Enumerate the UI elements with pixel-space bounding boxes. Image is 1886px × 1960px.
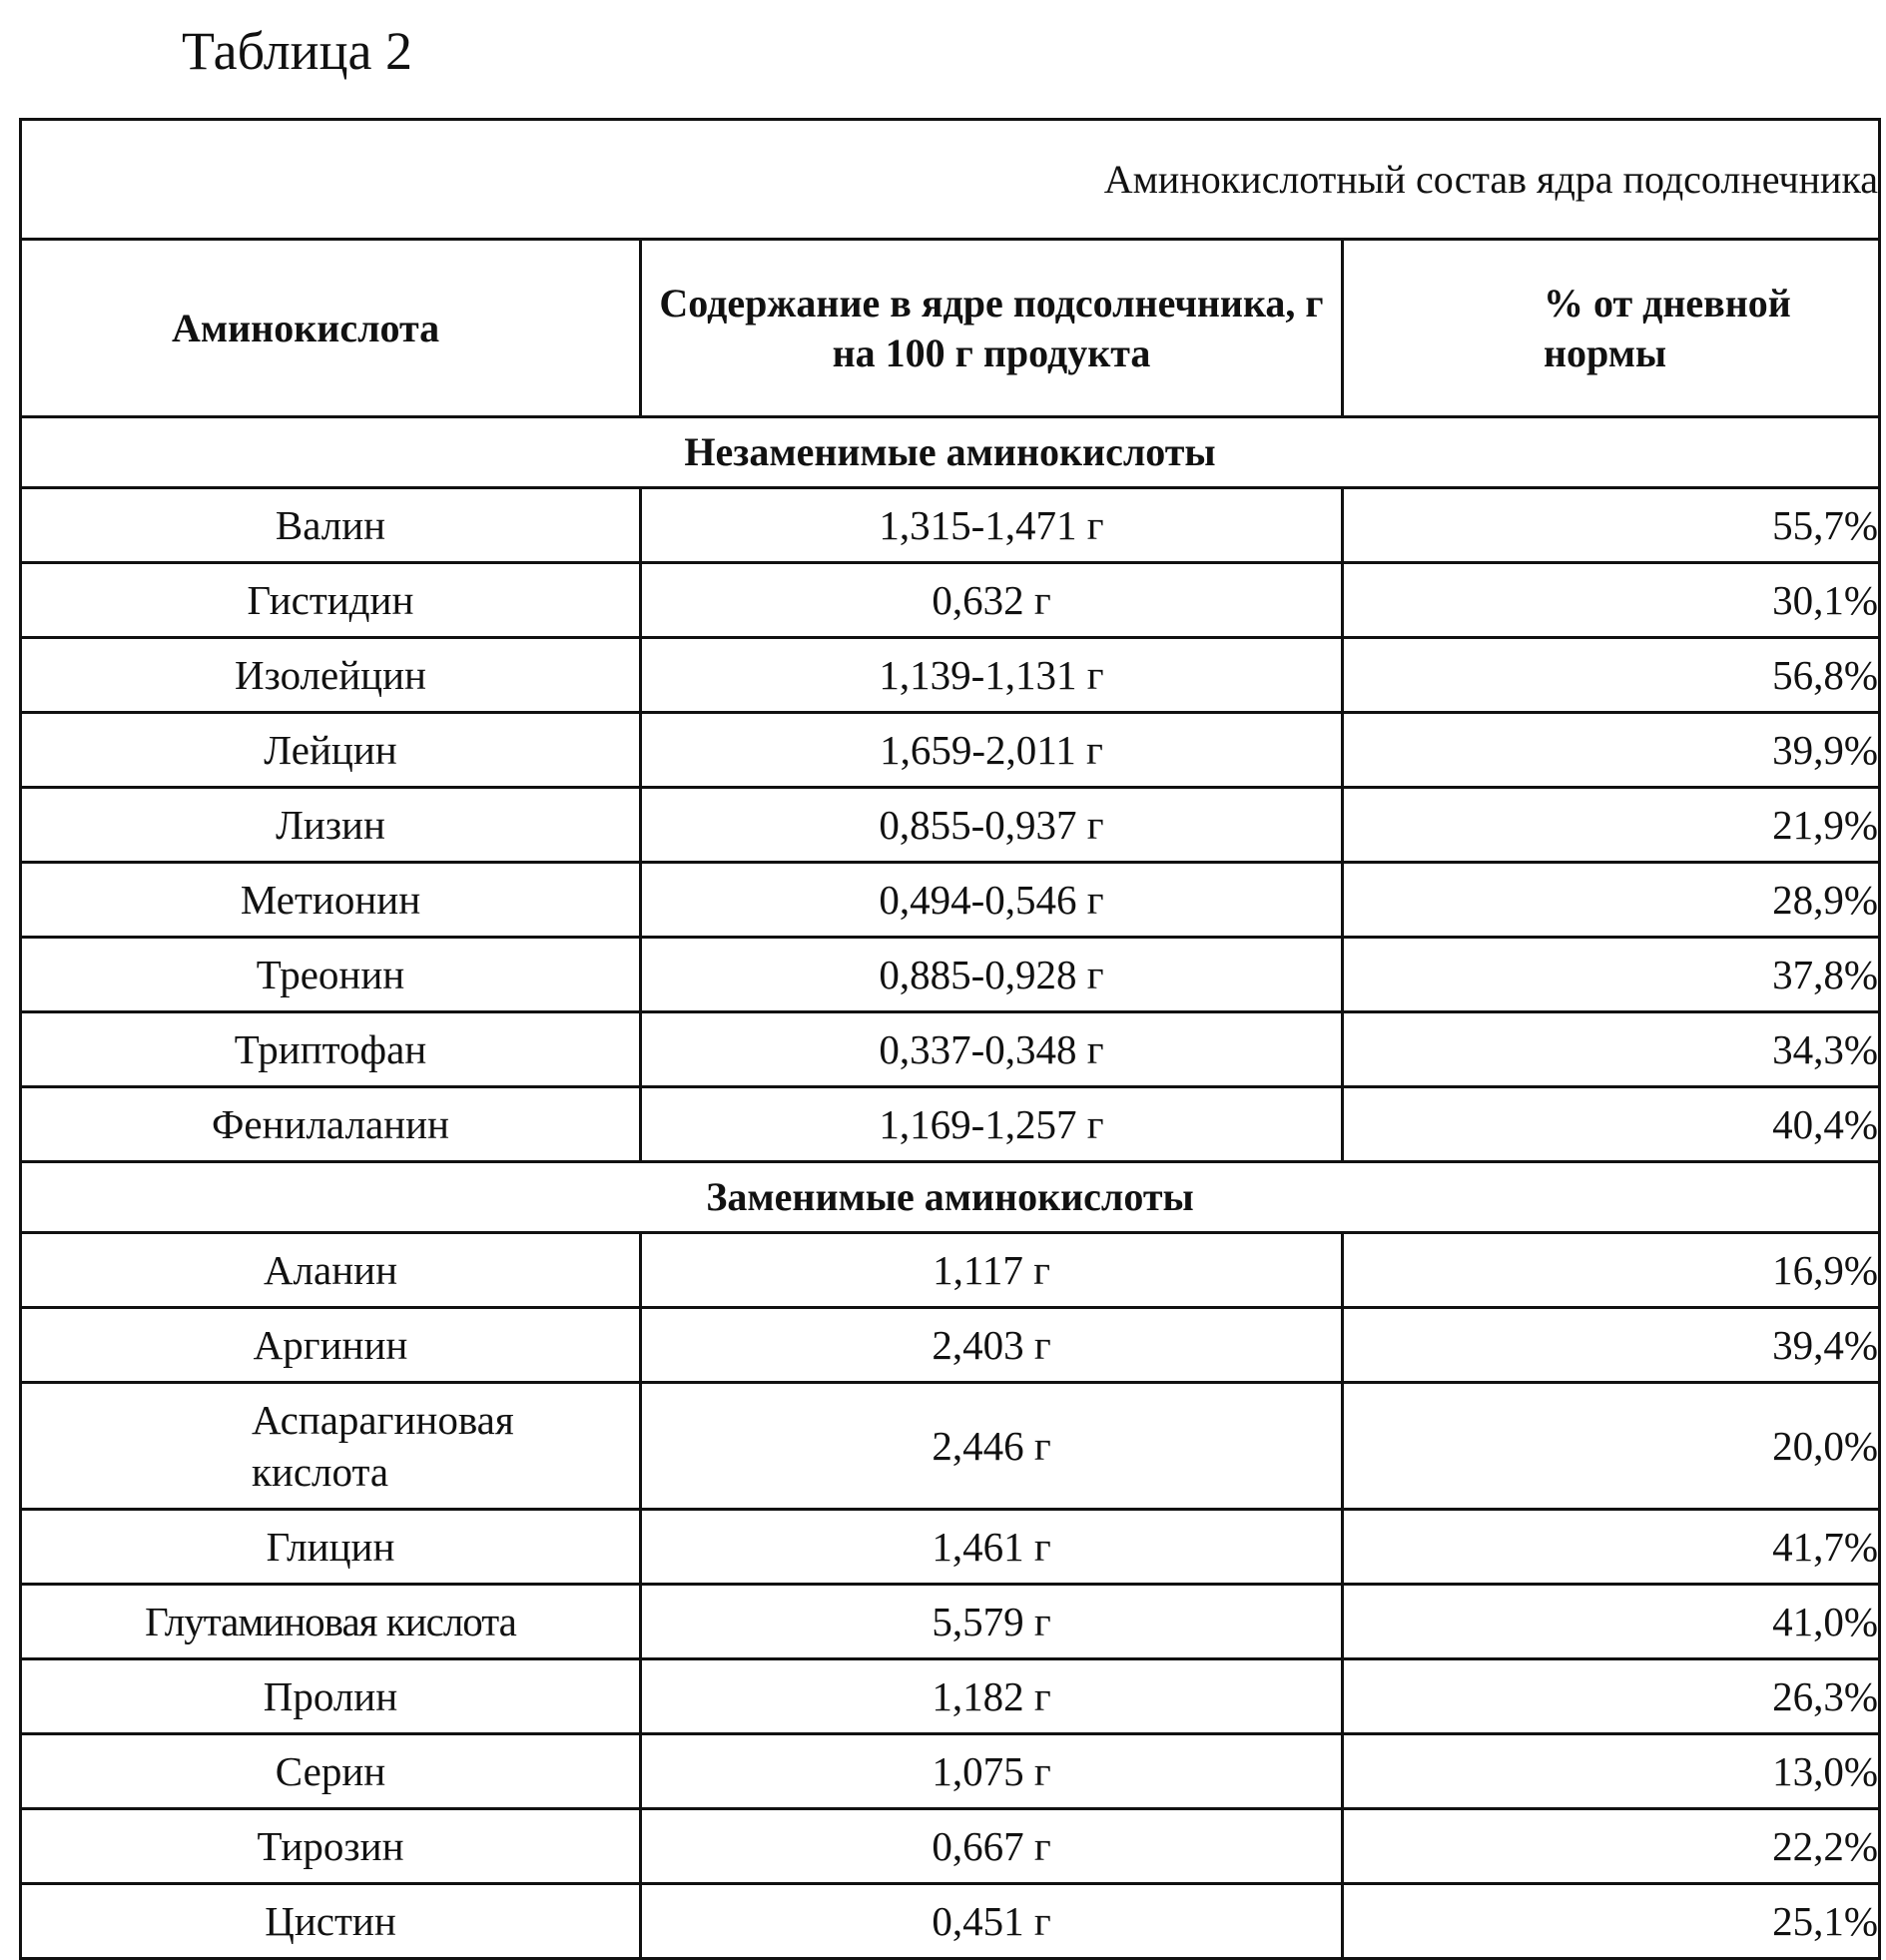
- amino-percent: 16,9%: [1343, 1233, 1880, 1308]
- amino-name: Глутаминовая кислота: [21, 1585, 641, 1659]
- amino-content: 0,337-0,348 г: [641, 1012, 1343, 1087]
- amino-name: Лейцин: [21, 713, 641, 788]
- amino-content: 0,667 г: [641, 1809, 1343, 1884]
- amino-content: 0,885-0,928 г: [641, 938, 1343, 1012]
- amino-name: Цистин: [21, 1884, 641, 1959]
- amino-percent: 39,4%: [1343, 1308, 1880, 1383]
- amino-percent: 41,7%: [1343, 1510, 1880, 1585]
- group-header-essential: [21, 417, 1880, 488]
- table-row: [21, 1308, 1880, 1383]
- amino-name: Валин: [21, 488, 641, 563]
- amino-name: Метионин: [21, 863, 641, 938]
- amino-content: 1,139-1,131 г: [641, 638, 1343, 713]
- table-row: [21, 1809, 1880, 1884]
- table-row: [21, 938, 1880, 1012]
- page-title: Таблица 2: [182, 21, 412, 81]
- amino-name: Пролин: [21, 1659, 641, 1734]
- amino-name: Гистидин: [21, 563, 641, 638]
- amino-percent: 40,4%: [1343, 1087, 1880, 1162]
- table-row: [21, 563, 1880, 638]
- amino-name: Тирозин: [21, 1809, 641, 1884]
- header-daily-percent: % от дневной нормы: [1343, 240, 1880, 417]
- amino-content: 1,075 г: [641, 1734, 1343, 1809]
- amino-content: 2,446 г: [641, 1383, 1343, 1510]
- amino-content: 0,451 г: [641, 1884, 1343, 1959]
- table-row: [21, 1585, 1880, 1659]
- caption-row: [21, 120, 1880, 240]
- amino-content: 1,315-1,471 г: [641, 488, 1343, 563]
- amino-content: 0,494-0,546 г: [641, 863, 1343, 938]
- table-row: [21, 1012, 1880, 1087]
- table-row: [21, 1734, 1880, 1809]
- amino-content: 1,461 г: [641, 1510, 1343, 1585]
- amino-percent: 37,8%: [1343, 938, 1880, 1012]
- amino-content: 1,169-1,257 г: [641, 1087, 1343, 1162]
- table-row: [21, 713, 1880, 788]
- amino-content: 1,659-2,011 г: [641, 713, 1343, 788]
- amino-name: Изолейцин: [21, 638, 641, 713]
- amino-name: Аргинин: [21, 1308, 641, 1383]
- table-row: [21, 1233, 1880, 1308]
- amino-percent: 41,0%: [1343, 1585, 1880, 1659]
- amino-percent: 28,9%: [1343, 863, 1880, 938]
- amino-content: 0,632 г: [641, 563, 1343, 638]
- header-amino-acid: Аминокислота: [21, 240, 641, 417]
- table-row: [21, 1383, 1880, 1510]
- amino-content: 1,117 г: [641, 1233, 1343, 1308]
- amino-name: Глицин: [21, 1510, 641, 1585]
- amino-content: 0,855-0,937 г: [641, 788, 1343, 863]
- amino-percent: 34,3%: [1343, 1012, 1880, 1087]
- amino-percent: 22,2%: [1343, 1809, 1880, 1884]
- header-row: [21, 240, 1880, 417]
- amino-percent: 56,8%: [1343, 638, 1880, 713]
- amino-percent: 26,3%: [1343, 1659, 1880, 1734]
- table-row: [21, 863, 1880, 938]
- amino-acid-table: [19, 118, 1881, 1960]
- amino-name: Аланин: [21, 1233, 641, 1308]
- amino-name: Треонин: [21, 938, 641, 1012]
- table-row: [21, 638, 1880, 713]
- amino-percent: 55,7%: [1343, 488, 1880, 563]
- amino-percent: 20,0%: [1343, 1383, 1880, 1510]
- amino-content: 5,579 г: [641, 1585, 1343, 1659]
- amino-name: Аспарагиновая кислота: [21, 1383, 641, 1510]
- table-row: [21, 488, 1880, 563]
- group-header-nonessential: [21, 1162, 1880, 1233]
- header-content: Содержание в ядре подсолнечника, г на 100 г продукта: [641, 240, 1343, 417]
- amino-name: Лизин: [21, 788, 641, 863]
- amino-percent: 39,9%: [1343, 713, 1880, 788]
- amino-name: Триптофан: [21, 1012, 641, 1087]
- amino-name: Фенилаланин: [21, 1087, 641, 1162]
- table-row: [21, 1087, 1880, 1162]
- table-row: [21, 1659, 1880, 1734]
- amino-content: 2,403 г: [641, 1308, 1343, 1383]
- table-caption: Аминокислотный состав ядра подсолнечника: [21, 120, 1880, 240]
- amino-percent: 21,9%: [1343, 788, 1880, 863]
- group-label: Незаменимые аминокислоты: [21, 417, 1880, 488]
- table-row: [21, 1884, 1880, 1959]
- amino-content: 1,182 г: [641, 1659, 1343, 1734]
- group-label: Заменимые аминокислоты: [21, 1162, 1880, 1233]
- amino-name: Серин: [21, 1734, 641, 1809]
- table-row: [21, 788, 1880, 863]
- amino-percent: 30,1%: [1343, 563, 1880, 638]
- amino-percent: 25,1%: [1343, 1884, 1880, 1959]
- amino-percent: 13,0%: [1343, 1734, 1880, 1809]
- table-row: [21, 1510, 1880, 1585]
